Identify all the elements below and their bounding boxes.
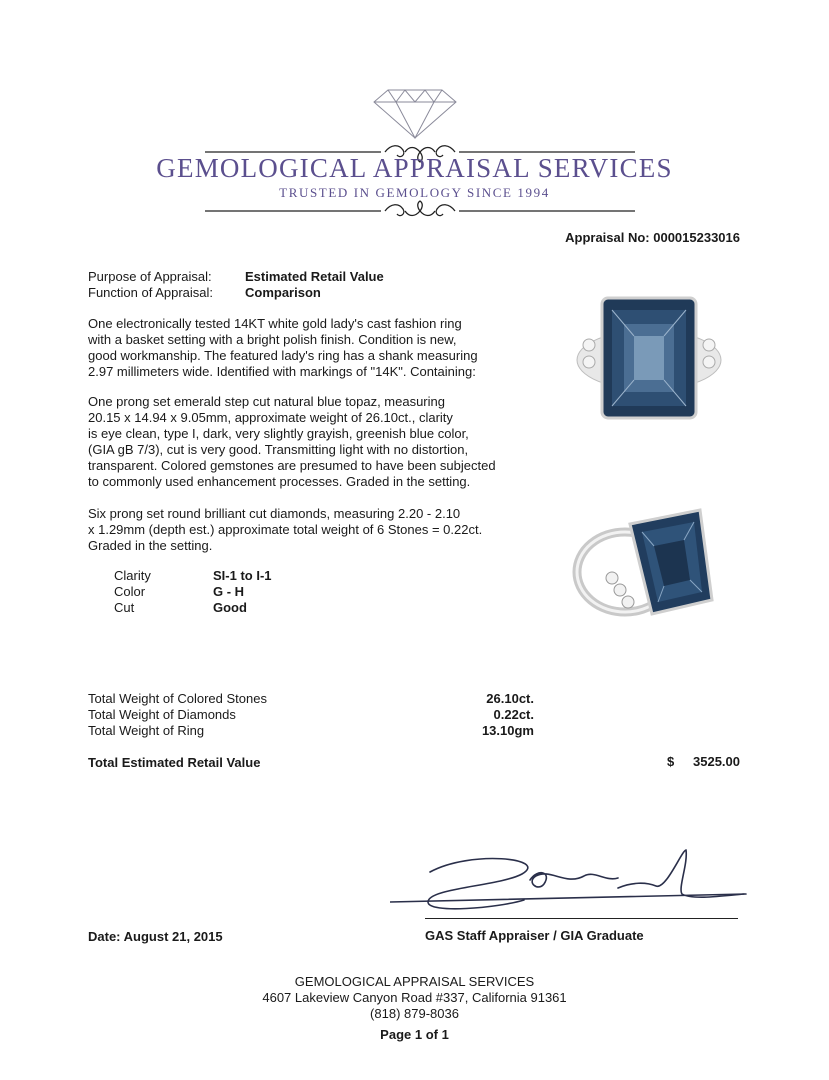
- description-line: x 1.29mm (depth est.) approximate total weight of 6 Stones = 0.22ct.: [88, 522, 483, 537]
- description-line: with a basket setting with a bright polish finish. Condition is new,: [88, 332, 457, 347]
- total-diamonds-value: 0.22ct.: [493, 707, 534, 722]
- retail-value-amount: 3525.00: [693, 754, 740, 769]
- diamond-logo-icon: [372, 86, 458, 140]
- grade-value-clarity: SI-1 to I-1: [213, 568, 272, 583]
- purpose-value: Estimated Retail Value: [245, 269, 384, 284]
- grade-label-cut: Cut: [114, 600, 135, 615]
- description-line: 20.15 x 14.94 x 9.05mm, approximate weight of 26.10ct., clarity: [88, 410, 453, 425]
- function-value: Comparison: [245, 285, 321, 300]
- currency-symbol: $: [667, 754, 675, 769]
- signature-line: [425, 918, 738, 919]
- description-line: to commonly used enhancement processes. Graded in the setting.: [88, 474, 471, 489]
- grade-value-color: G - H: [213, 584, 245, 599]
- description-line: 2.97 millimeters wide. Identified with markings of "14K". Containing:: [88, 364, 476, 379]
- footer-company: GEMOLOGICAL APPRAISAL SERVICES: [294, 974, 535, 989]
- appraiser-signature-image: [390, 840, 750, 920]
- footer-phone: (818) 879-8036: [370, 1006, 459, 1021]
- appraiser-title: GAS Staff Appraiser / GIA Graduate: [425, 928, 644, 943]
- retail-value-label: Total Estimated Retail Value: [88, 755, 261, 770]
- grade-label-color: Color: [114, 584, 146, 599]
- description-line: One prong set emerald step cut natural blue topaz, measuring: [88, 394, 445, 409]
- description-line: good workmanship. The featured lady's ring has a shank measuring: [88, 348, 478, 363]
- total-colored-stones-label: Total Weight of Colored Stones: [88, 691, 267, 706]
- description-line: is eye clean, type I, dark, very slightly grayish, greenish blue color,: [88, 426, 469, 441]
- description-line: Six prong set round brilliant cut diamonds, measuring 2.20 - 2.10: [88, 506, 461, 521]
- total-ring-weight-value: 13.10gm: [481, 723, 534, 738]
- ring-side-view-image: [570, 502, 720, 627]
- grade-value-cut: Good: [213, 600, 247, 615]
- description-line: Graded in the setting.: [88, 538, 213, 553]
- appraisal-number: Appraisal No: 000015233016: [565, 230, 740, 245]
- appraisal-date: Date: August 21, 2015: [88, 929, 223, 944]
- function-label: Function of Appraisal:: [88, 285, 214, 300]
- page-number: Page 1 of 1: [380, 1027, 449, 1042]
- company-logo-title: GEMOLOGICAL APPRAISAL SERVICES: [156, 153, 673, 183]
- description-line: transparent. Colored gemstones are presumed to have been subjected: [88, 458, 496, 473]
- center-stone-description: [88, 394, 528, 490]
- diamonds-description: [88, 506, 528, 554]
- total-colored-stones-value: 26.10ct.: [486, 691, 534, 706]
- company-tagline: TRUSTED IN GEMOLOGY SINCE 1994: [279, 185, 550, 200]
- ring-description: [88, 316, 528, 380]
- footer-address: 4607 Lakeview Canyon Road #337, California 91361: [262, 990, 567, 1005]
- total-diamonds-label: Total Weight of Diamonds: [88, 707, 236, 722]
- total-ring-weight-label: Total Weight of Ring: [88, 723, 205, 738]
- purpose-label: Purpose of Appraisal:: [88, 269, 212, 284]
- description-line: One electronically tested 14KT white gold lady's cast fashion ring: [88, 316, 462, 331]
- ring-top-view-image: [574, 290, 724, 425]
- description-line: (GIA gB 7/3), cut is very good. Transmitting light with no distortion,: [88, 442, 469, 457]
- grade-label-clarity: Clarity: [114, 568, 151, 583]
